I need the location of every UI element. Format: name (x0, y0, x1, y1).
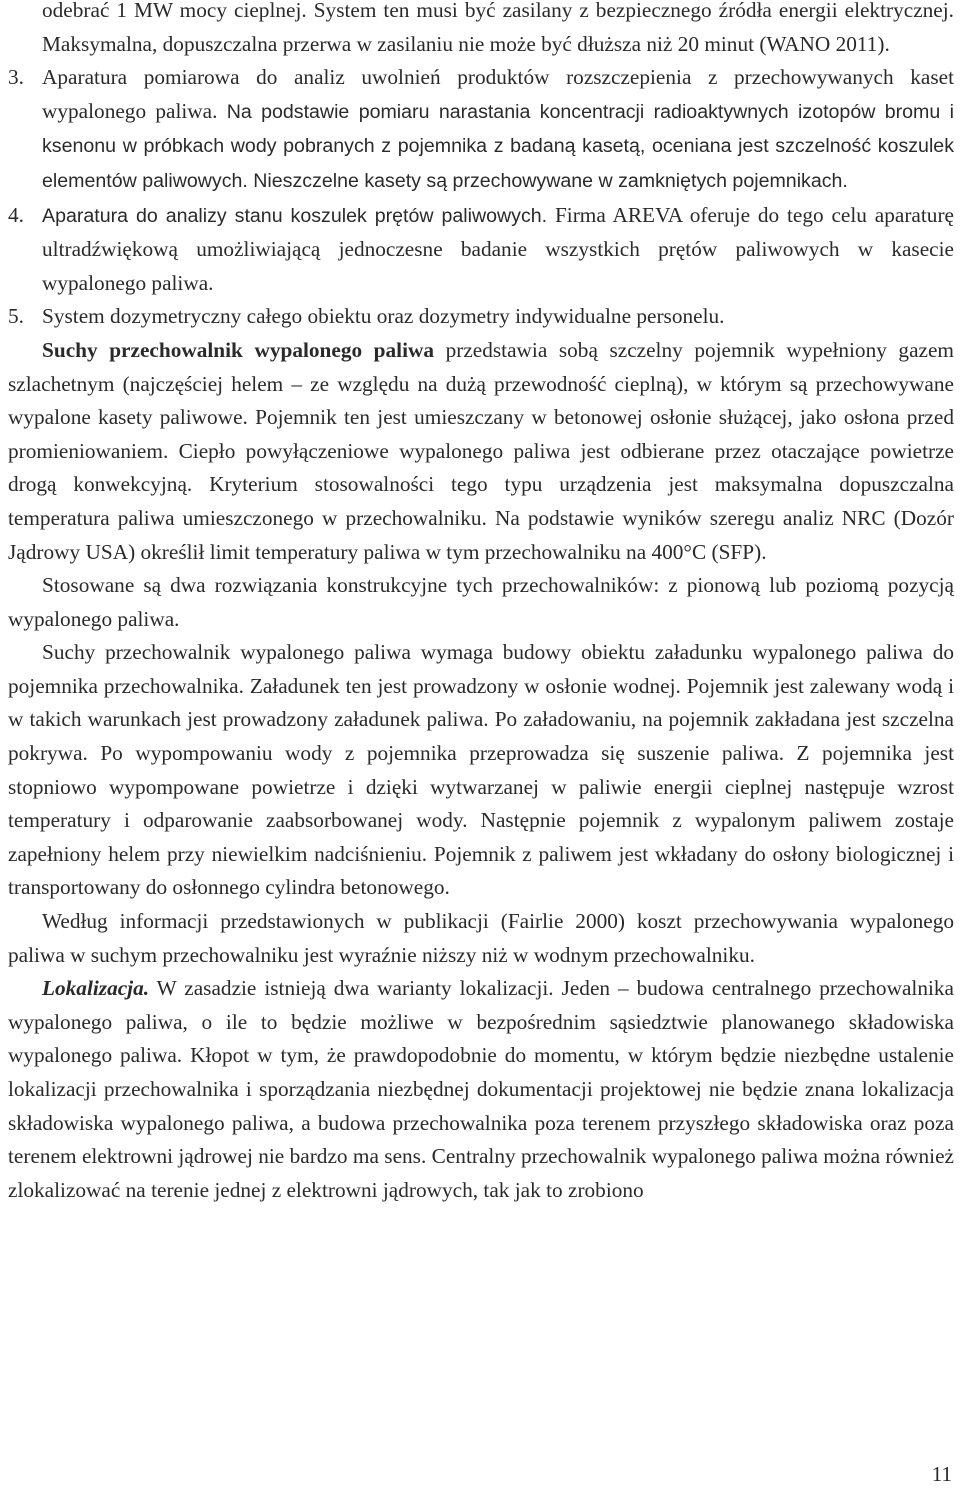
list-item-5 (8, 300, 954, 334)
list-item-2-text: odebrać 1 MW mocy cieplnej. System ten musi być zasilany z bezpiecznego źródła energii elektrycznej. Maksymalna, dopuszczalna przerwa w zasilaniu nie może być dłuższa niż 20 minut (WANO 2011). (42, 0, 954, 56)
term-location: Lokalizacja. (42, 976, 150, 1001)
paragraph-cost: Według informacji przedstawionych w publikacji (Fairlie 2000) koszt przechowywania wypalonego paliwa w suchym przechowalniku jest wyraźnie niższy niż w wodnym przechowalniku. (8, 909, 954, 967)
list-number: 5. (8, 304, 24, 329)
paragraph-text: W zasadzie istnieją dwa warianty lokalizacji. Jeden – budowa centralnego przechowalnika wypalonego paliwa, o ile to będzie możliwe w bezpośrednim sąsiedztwie planowanego składowiska wypalonego paliwa. Kłopot w tym, że prawdopodobnie do momentu, w którym będzie niezbędne ustalenie lokalizacji przechowalnika i sporządzania niezbędnej dokumentacji projektowej nie będzie znana lokalizacja składowiska wypalonego paliwa, a budowa przechowalnika poza terenem przyszłego składowiska oraz poza terenem elektrowni jądrowej nie bardzo ma sens. Centralny przechowalnik wypalonego paliwa można również zlokalizować na terenie jednej z elektrowni jądrowych, tak jak to zrobiono (8, 976, 954, 1202)
paragraph-location (8, 972, 954, 1207)
term-dry-storage: Suchy przechowalnik wypalonego paliwa (42, 337, 435, 362)
list-number: 4. (8, 202, 24, 227)
paragraph-solutions: Stosowane są dwa rozwiązania konstrukcyjne tych przechowalników: z pionową lub poziomą pozycją wypalonego paliwa. (8, 573, 954, 631)
list-item-4-description: Firma AREVA oferuje do tego celu aparaturę ultradźwiękową umożliwiającą jednoczesne badanie wszystkich prętów paliwowych w kasecie wypalonego paliwa. (42, 202, 954, 295)
list-item-3-heading: Aparatura pomiarowa do analiz uwolnień produktów rozszczepienia z przechowywanych kaset wypalonego paliwa. (42, 65, 954, 123)
paragraph-dry-storage (8, 334, 954, 569)
page-number: 11 (931, 1462, 952, 1486)
list-item-3 (8, 61, 954, 198)
list-number: 3. (8, 65, 24, 90)
list-item-4-heading: Aparatura do analizy stanu koszulek prętów paliwowych. (42, 204, 548, 227)
list-item-4 (8, 199, 954, 301)
list-item-continuation (8, 0, 954, 61)
list-item-3-description: Na podstawie pomiaru narastania koncentracji radioaktywnych izotopów bromu i ksenonu w próbkach wody pobranych z pojemnika z badaną kasetą, oceniana jest szczelność koszulek elementów paliwowych. Nieszczelne kasety są przechowywane w zamkniętych pojemnikach. (42, 100, 954, 192)
paragraph-text: przedstawia sobą szczelny pojemnik wypełniony gazem szlachetnym (najczęściej helem – ze względu na dużą przewodność cieplną), w którym są przechowywane wypalone kasety paliwowe. Pojemnik ten jest umieszczany w betonowej osłonie służącej, jako osłona przed promieniowaniem. Ciepło powyłączeniowe wypalonego paliwa jest odbierane przez otaczające powietrze drogą konwekcyjną. Kryterium stosowalności tego typu urządzenia jest maksymalna dopuszczalna temperatura paliwa umieszczonego w przechowalniku. Na podstawie wyników szeregu analiz NRC (Dozór Jądrowy USA) określił limit temperatury paliwa w tym przechowalniku na 400°C (SFP). (8, 337, 955, 564)
page-body (8, 0, 954, 1207)
list-item-5-text: System dozymetryczny całego obiektu oraz dozymetry indywidualne personelu. (42, 304, 725, 329)
paragraph-loading: Suchy przechowalnik wypalonego paliwa wymaga budowy obiektu załadunku wypalonego paliwa do pojemnika przechowalnika. Załadunek ten jest prowadzony w osłonie wodnej. Pojemnik jest zalewany wodą i w takich warunkach jest prowadzony załadunek paliwa. Po załadowaniu, na pojemnik zakładana jest szczelna pokrywa. Po wypompowaniu wody z pojemnika przeprowadza się suszenie paliwa. Z pojemnika jest stopniowo wypompowane powietrze i dzięki wytwarzanej w paliwie energii cieplnej następuje wzrost temperatury i odparowanie zaabsorbowanej wody. Następnie pojemnik z wypalonym paliwem zostaje zapełniony helem przy niewielkim nadciśnieniu. Pojemnik z paliwem jest wkładany do osłony biologicznej i transportowany do osłonnego cylindra betonowego. (8, 640, 954, 900)
